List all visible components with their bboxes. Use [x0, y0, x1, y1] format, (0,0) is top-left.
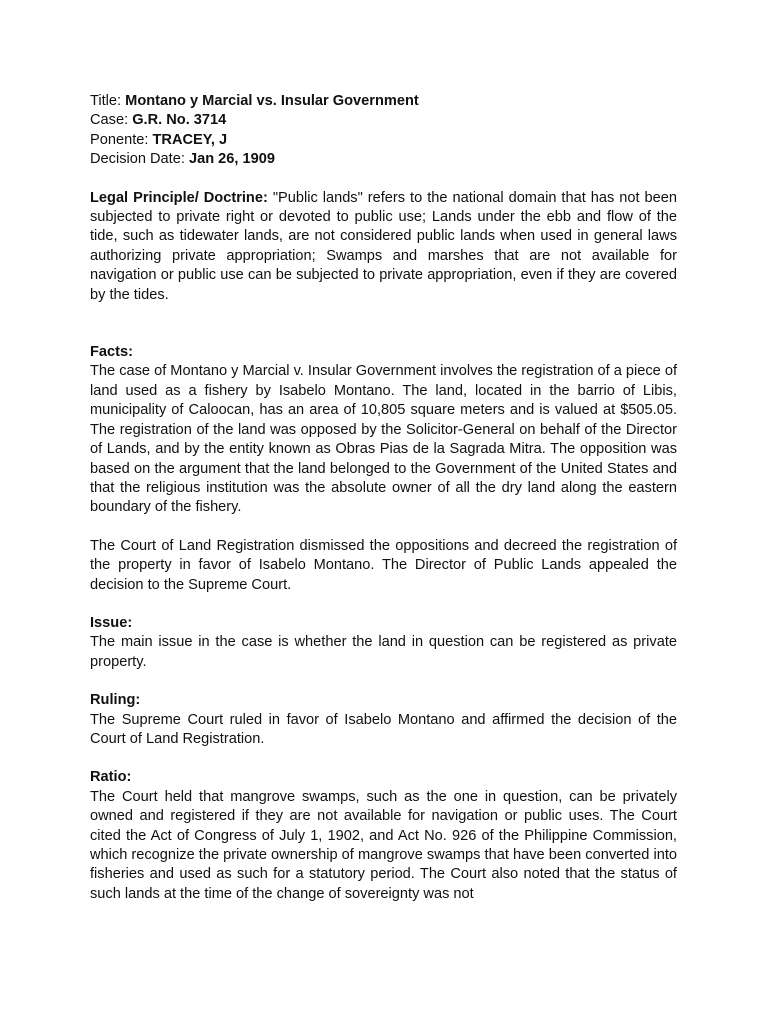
- ruling-heading: Ruling:: [90, 692, 141, 709]
- ruling-text: The Supreme Court ruled in favor of Isabelo Montano and affirmed the decision of the Court of Land Registration.: [90, 711, 677, 747]
- legal-principle-label: Legal Principle/ Doctrine:: [90, 189, 268, 206]
- facts-paragraph-2: The Court of Land Registration dismissed the oppositions and decreed the registration of the property in favor of Isabelo Montano. The Director of Public Lands appealed the decision to the Supreme Court.: [90, 537, 677, 593]
- facts-heading: Facts:: [90, 344, 133, 361]
- title-label: Title:: [90, 93, 122, 109]
- case-number: G.R. No. 3714: [132, 112, 227, 129]
- case-title: Montano y Marcial vs. Insular Government: [125, 93, 419, 109]
- ratio-text: The Court held that mangrove swamps, such as the one in question, can be privately owned and registered if they are not available for navigation or public uses. The Court cited the Act of Congress of July 1, 1902, and Act No. 926 of the Philippine Commission, which recognize the private ownership of mangrove swamps that have been converted into fisheries and used as such for a statutory period. The Court also noted that the status of such lands at the time of the change of sovereignty was not: [90, 788, 677, 902]
- spacer: [90, 595, 677, 614]
- decision-date: Jan 26, 1909: [188, 151, 275, 168]
- decision-date-label: Decision Date:: [90, 151, 185, 168]
- document-content: [90, 92, 677, 904]
- title-line: [90, 92, 677, 111]
- case-label: Case:: [90, 112, 129, 129]
- ponente-line: [90, 131, 677, 150]
- issue-heading: Issue:: [90, 614, 133, 631]
- legal-principle-paragraph: [90, 189, 677, 305]
- spacer: [90, 170, 677, 189]
- spacer: [90, 305, 677, 343]
- legal-principle-text: "Public lands" refers to the national domain that has not been subjected to private right or devoted to public use; Lands under the ebb and flow of the tide, such as tidewater lands, are not considered public lands when used in general laws authorizing private appropriation; Swamps and marshes that are not available for navigation or public use can be subjected to private appropriation, even if they are covered by the tides.: [90, 189, 677, 303]
- ratio-heading: Ratio:: [90, 769, 132, 786]
- decision-date-line: [90, 150, 677, 169]
- spacer: [90, 672, 677, 691]
- case-line: [90, 111, 677, 130]
- issue-text: The main issue in the case is whether the land in question can be registered as private property.: [90, 634, 677, 670]
- spacer: [90, 749, 677, 768]
- spacer: [90, 518, 677, 537]
- ponente-label: Ponente:: [90, 131, 149, 148]
- facts-paragraph-1: The case of Montano y Marcial v. Insular Government involves the registration of a piece of land used as a fishery by Isabelo Montano. The land, located in the barrio of Libis, municipality of Caloocan, has an area of 10,805 square meters and is valued at $505.05. The registration of the land was opposed by the Solicitor-General on behalf of the Director of Lands, and by the entity known as Obras Pias de la Sagrada Mitra. The opposition was based on the argument that the land belonged to the Government of the United States and that the religious institution was the absolute owner of all the dry land along the eastern boundary of the fishery.: [90, 363, 678, 516]
- ponente-name: TRACEY, J: [152, 131, 228, 148]
